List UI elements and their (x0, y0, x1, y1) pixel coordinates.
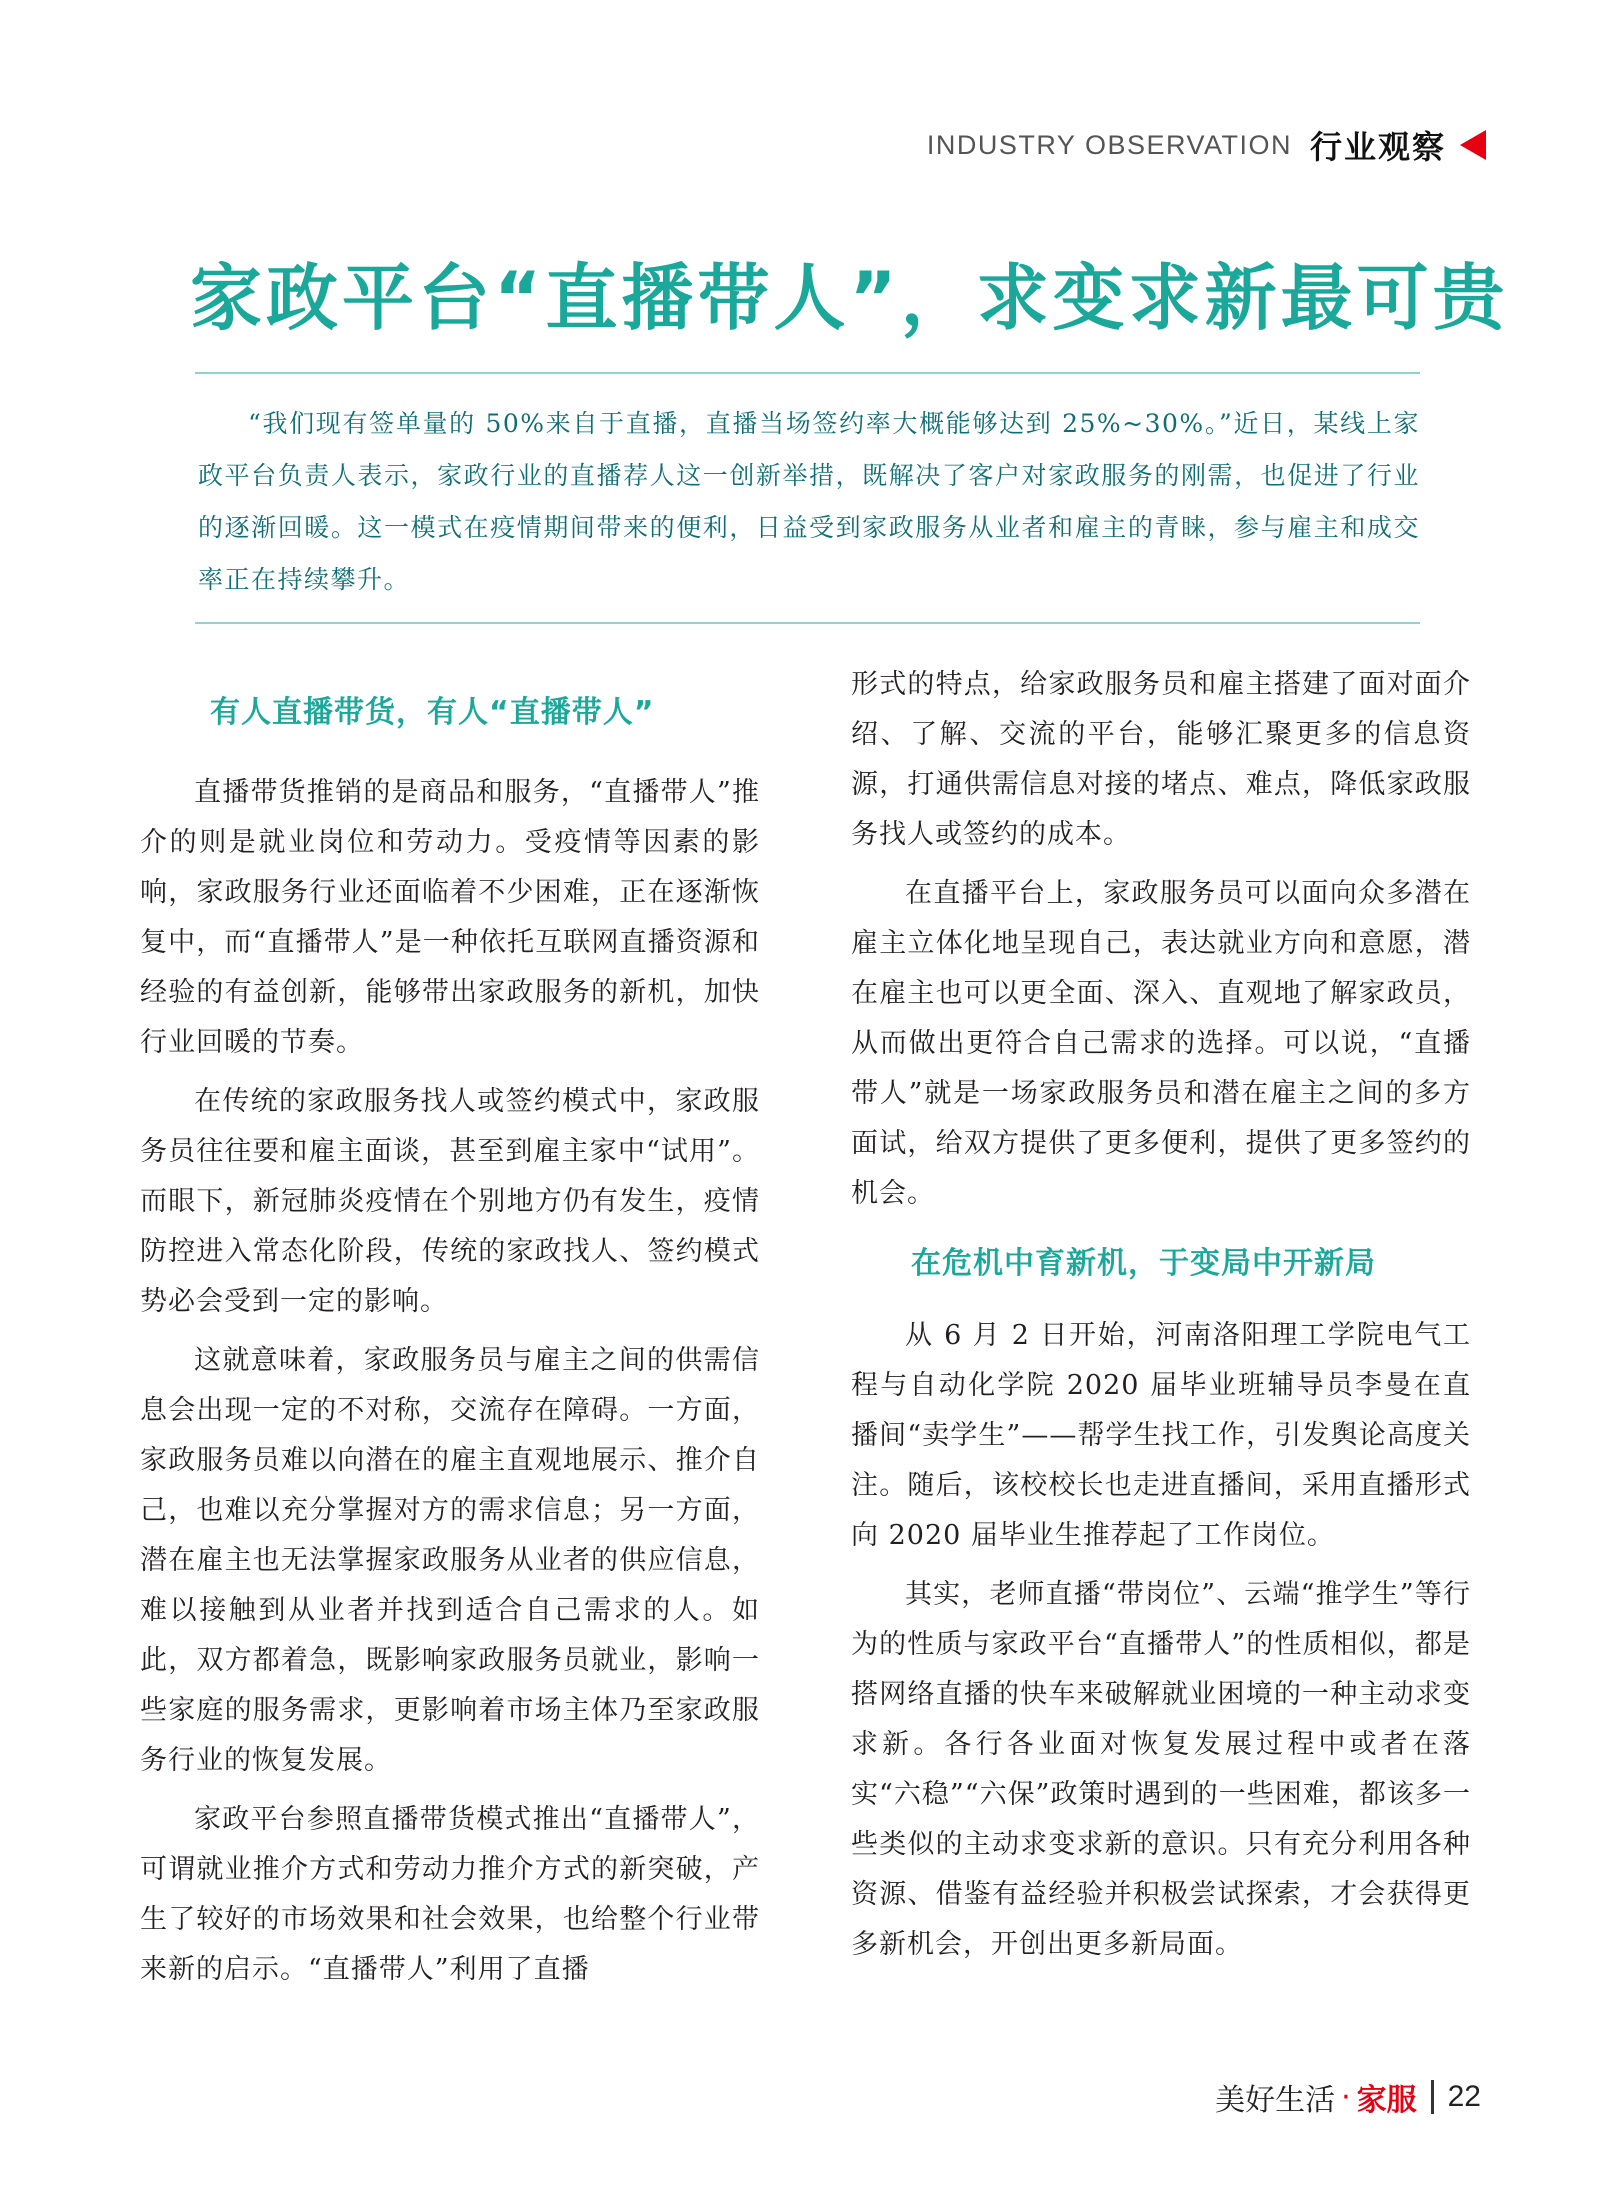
left-column (140, 660, 760, 2004)
section-label-en: INDUSTRY OBSERVATION (926, 129, 1292, 160)
body-paragraph: 在直播平台上，家政服务员可以面向众多潜在雇主立体化地呈现自己，表达就业方向和意愿，潜在雇主也可以更全面、深入、直观地了解家政员，从而做出更符合自己需求的选择。可以说，“直播带人”就是一场家政服务员和潜在雇主之间的多方面试，给双方提供了更多便利，提供了更多签约的机会。 (851, 878, 1471, 1209)
article-title: 家政平台“直播带人”，求变求新最可贵 (190, 256, 1509, 340)
body-paragraph: 在传统的家政服务找人或签约模式中，家政服务员往往要和雇主面谈，甚至到雇主家中“试用”。而眼下，新冠肺炎疫情在个别地方仍有发生，疫情防控进入常态化阶段，传统的家政找人、签约模式势必会受到一定的影响。 (140, 1086, 760, 1317)
lead-divider-top (195, 372, 1420, 374)
lead-divider-bottom (195, 622, 1420, 624)
body-paragraph: 这就意味着，家政服务员与雇主之间的供需信息会出现一定的不对称，交流存在障碍。一方面，家政服务员难以向潜在的雇主直观地展示、推介自己，也难以充分掌握对方的需求信息；另一方面，潜在雇主也无法掌握家政服务从业者的供应信息，难以接触到从业者并找到适合自己需求的人。如此，双方都着急，既影响家政服务员就业，影响一些家庭的服务需求，更影响着市场主体乃至家政服务行业的恢复发展。 (140, 1345, 760, 1776)
subheading-2: 在危机中育新机，于变局中开新局 (911, 1246, 1376, 1281)
body-paragraph: 家政平台参照直播带货模式推出“直播带人”，可谓就业推介方式和劳动力推介方式的新突破，产生了较好的市场效果和社会效果，也给整个行业带来新的启示。“直播带人”利用了直播 (140, 1804, 760, 1985)
subheading-1: 有人直播带货，有人“直播带人” (210, 695, 655, 730)
section-label-cn: 行业观察 (1309, 128, 1446, 166)
body-paragraph: 从 6 月 2 日开始，河南洛阳理工学院电气工程与自动化学院 2020 届毕业班辅导员李曼在直播间“卖学生”——帮学生找工作，引发舆论高度关注。随后，该校校长也走进直播间，采用直播形式向 2020 届毕业生推荐起了工作岗位。 (851, 1320, 1471, 1551)
footer-section: 家服 (1356, 2083, 1417, 2118)
body-paragraph-continued: 形式的特点，给家政服务员和雇主搭建了面对面介绍、了解、交流的平台，能够汇聚更多的信息资源，打通供需信息对接的堵点、难点，降低家政服务找人或签约的成本。 (851, 669, 1471, 850)
running-header (927, 122, 1486, 168)
body-paragraph: 其实，老师直播“带岗位”、云端“推学生”等行为的性质与家政平台“直播带人”的性质相似，都是搭网络直播的快车来破解就业困境的一种主动求变求新。各行各业面对恢复发展过程中或者在落实“六稳”“六保”政策时遇到的一些困难，都该多一些类似的主动求变求新的意识。只有充分利用各种资源、借鉴有益经验并积极尝试探索，才会获得更多新机会，开创出更多新局面。 (851, 1579, 1471, 1960)
right-column (851, 660, 1471, 1979)
footer-divider (1431, 2080, 1434, 2114)
body-paragraph: 直播带货推销的是商品和服务，“直播带人”推介的则是就业岗位和劳动力。受疫情等因素的影响，家政服务行业还面临着不少困难，正在逐渐恢复中，而“直播带人”是一种依托互联网直播资源和经验的有益创新，能够带出家政服务的新机，加快行业回暖的节奏。 (140, 777, 760, 1058)
page-number: 22 (1447, 2080, 1481, 2113)
footer-separator: · (1341, 2079, 1351, 2115)
article-lead: “我们现有签单量的 50%来自于直播，直播当场签约率大概能够达到 25%~30%。”近日，某线上家政平台负责人表示，家政行业的直播荐人这一创新举措，既解决了客户对家政服务的刚需，也促进了行业的逐渐回暖。这一模式在疫情期间带来的便利，日益受到家政服务从业者和雇主的青睐，参与雇主和成交率正在持续攀升。 (198, 409, 1420, 594)
page-footer (1215, 2075, 1481, 2119)
triangle-marker-icon (1460, 130, 1486, 160)
magazine-name: 美好生活 (1215, 2083, 1336, 2118)
